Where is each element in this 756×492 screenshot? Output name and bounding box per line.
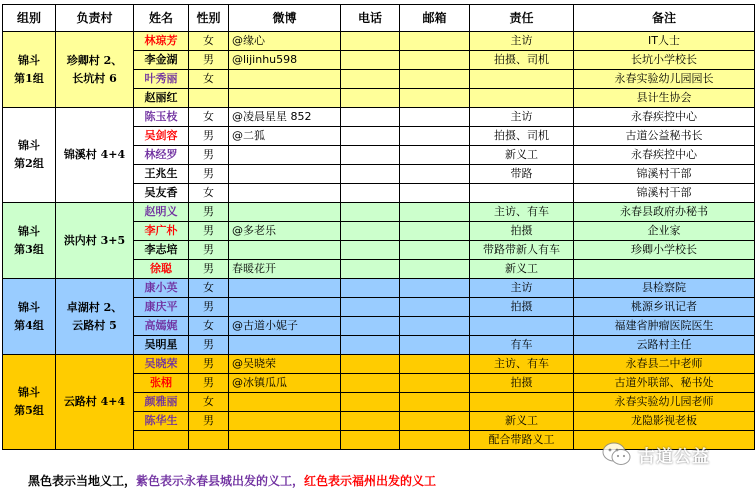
email-cell (400, 89, 470, 108)
name-cell: 高嫣娓 (134, 317, 189, 336)
name-cell: 吴剑容 (134, 127, 189, 146)
village-label: 洪内村 3+5 (56, 203, 134, 279)
weibo-cell (229, 146, 341, 165)
duty-cell (470, 184, 574, 203)
email-cell (400, 165, 470, 184)
name-cell: 叶秀丽 (134, 70, 189, 89)
phone-cell (341, 203, 400, 222)
duty-cell: 拍摄、司机 (470, 127, 574, 146)
village-label: 卓湖村 2、 云路村 5 (56, 279, 134, 355)
duty-cell (470, 89, 574, 108)
table-row (3, 108, 755, 127)
name-cell: 吴友香 (134, 184, 189, 203)
watermark-text: 古道公益 (638, 446, 710, 467)
gender-cell: 男 (189, 374, 229, 393)
email-cell (400, 241, 470, 260)
table-row (3, 355, 755, 374)
name-cell: 陈玉枝 (134, 108, 189, 127)
duty-cell: 主访、有车 (470, 203, 574, 222)
note-cell: 企业家 (574, 222, 755, 241)
gender-cell: 女 (189, 184, 229, 203)
header-row (3, 5, 755, 32)
email-cell (400, 336, 470, 355)
weibo-cell (229, 393, 341, 412)
phone-cell (341, 241, 400, 260)
gender-cell: 女 (189, 32, 229, 51)
gender-cell: 男 (189, 146, 229, 165)
note-cell: 长坑小学校长 (574, 51, 755, 70)
email-cell (400, 203, 470, 222)
note-cell: 古道外联部、秘书处 (574, 374, 755, 393)
email-cell (400, 279, 470, 298)
phone-cell (341, 165, 400, 184)
legend-purple: 紫色表示永春县城出发的义工， (136, 474, 305, 488)
phone-cell (341, 51, 400, 70)
duty-cell (470, 317, 574, 336)
weibo-cell: @多老乐 (229, 222, 341, 241)
color-legend (28, 472, 436, 489)
email-cell (400, 222, 470, 241)
col-header-phone: 电话 (341, 5, 400, 32)
email-cell (400, 431, 470, 450)
note-cell: 云路村主任 (574, 336, 755, 355)
duty-cell: 主访 (470, 108, 574, 127)
note-cell: 锦溪村干部 (574, 165, 755, 184)
weibo-cell: 春暖花开 (229, 260, 341, 279)
phone-cell (341, 146, 400, 165)
phone-cell (341, 32, 400, 51)
phone-cell (341, 431, 400, 450)
table-row (3, 203, 755, 222)
phone-cell (341, 127, 400, 146)
phone-cell (341, 89, 400, 108)
note-cell: 永春县政府办秘书 (574, 203, 755, 222)
gender-cell (189, 89, 229, 108)
name-cell: 王兆生 (134, 165, 189, 184)
name-cell: 张栩 (134, 374, 189, 393)
phone-cell (341, 336, 400, 355)
name-cell: 赵丽红 (134, 89, 189, 108)
email-cell (400, 317, 470, 336)
name-cell: 吴晓荣 (134, 355, 189, 374)
note-cell: 县计生协会 (574, 89, 755, 108)
gender-cell: 女 (189, 317, 229, 336)
name-cell: 徐聪 (134, 260, 189, 279)
duty-cell: 带路带新人有车 (470, 241, 574, 260)
roster-body (3, 32, 755, 450)
phone-cell (341, 260, 400, 279)
weibo-cell (229, 70, 341, 89)
name-cell: 林经罗 (134, 146, 189, 165)
duty-cell: 拍摄、司机 (470, 51, 574, 70)
phone-cell (341, 279, 400, 298)
duty-cell: 带路 (470, 165, 574, 184)
weibo-cell (229, 279, 341, 298)
watermark (602, 440, 752, 468)
weibo-cell: @lijinhu598 (229, 51, 341, 70)
col-header-village: 负责村 (56, 5, 134, 32)
duty-cell: 有车 (470, 336, 574, 355)
phone-cell (341, 374, 400, 393)
name-cell: 林琼芳 (134, 32, 189, 51)
duty-cell: 主访、有车 (470, 355, 574, 374)
table-row (3, 279, 755, 298)
email-cell (400, 70, 470, 89)
email-cell (400, 127, 470, 146)
gender-cell: 男 (189, 51, 229, 70)
phone-cell (341, 412, 400, 431)
email-cell (400, 184, 470, 203)
gender-cell: 女 (189, 279, 229, 298)
note-cell: 永春县二中老师 (574, 355, 755, 374)
village-label: 锦溪村 4+4 (56, 108, 134, 203)
note-cell: 锦溪村干部 (574, 184, 755, 203)
name-cell: 赵明义 (134, 203, 189, 222)
weibo-cell (229, 89, 341, 108)
duty-cell: 新义工 (470, 260, 574, 279)
duty-cell: 拍摄 (470, 298, 574, 317)
gender-cell: 女 (189, 393, 229, 412)
col-header-gender: 性别 (189, 5, 229, 32)
gender-cell: 女 (189, 108, 229, 127)
name-cell: 李志培 (134, 241, 189, 260)
gender-cell: 男 (189, 127, 229, 146)
col-header-note: 备注 (574, 5, 755, 32)
name-cell: 颜雅丽 (134, 393, 189, 412)
name-cell: 康小英 (134, 279, 189, 298)
wechat-logo-icon (602, 441, 632, 467)
duty-cell: 主访 (470, 32, 574, 51)
note-cell: 永春疾控中心 (574, 146, 755, 165)
note-cell: 桃源乡讯记者 (574, 298, 755, 317)
group-label: 锦斗 第4组 (3, 279, 56, 355)
weibo-cell (229, 165, 341, 184)
weibo-cell: @凌晨星星 852 (229, 108, 341, 127)
phone-cell (341, 393, 400, 412)
note-cell: 龙隐影视老板 (574, 412, 755, 431)
email-cell (400, 298, 470, 317)
gender-cell: 男 (189, 412, 229, 431)
email-cell (400, 374, 470, 393)
phone-cell (341, 222, 400, 241)
group-label: 锦斗 第5组 (3, 355, 56, 450)
gender-cell: 男 (189, 222, 229, 241)
weibo-cell: @缘心 (229, 32, 341, 51)
note-cell (574, 260, 755, 279)
email-cell (400, 51, 470, 70)
note-cell: IT人士 (574, 32, 755, 51)
name-cell (134, 431, 189, 450)
phone-cell (341, 317, 400, 336)
col-header-name: 姓名 (134, 5, 189, 32)
duty-cell (470, 70, 574, 89)
gender-cell: 男 (189, 165, 229, 184)
phone-cell (341, 184, 400, 203)
gender-cell: 男 (189, 298, 229, 317)
gender-cell: 男 (189, 336, 229, 355)
email-cell (400, 32, 470, 51)
weibo-cell (229, 298, 341, 317)
name-cell: 吴明星 (134, 336, 189, 355)
volunteer-roster-table (2, 4, 755, 450)
note-cell: 福建省肿瘤医院医生 (574, 317, 755, 336)
phone-cell (341, 355, 400, 374)
village-label: 珍卿村 2、 长坑村 6 (56, 32, 134, 108)
email-cell (400, 146, 470, 165)
note-cell: 永春实验幼儿园园长 (574, 70, 755, 89)
phone-cell (341, 108, 400, 127)
col-header-weibo: 微博 (229, 5, 341, 32)
gender-cell: 男 (189, 241, 229, 260)
name-cell: 康庆平 (134, 298, 189, 317)
group-label: 锦斗 第2组 (3, 108, 56, 203)
gender-cell: 女 (189, 70, 229, 89)
gender-cell: 男 (189, 355, 229, 374)
email-cell (400, 412, 470, 431)
weibo-cell: @冰镇瓜瓜 (229, 374, 341, 393)
email-cell (400, 355, 470, 374)
weibo-cell: @古道小妮子 (229, 317, 341, 336)
duty-cell (470, 393, 574, 412)
weibo-cell (229, 336, 341, 355)
gender-cell: 男 (189, 260, 229, 279)
duty-cell: 拍摄 (470, 374, 574, 393)
table-row (3, 32, 755, 51)
email-cell (400, 108, 470, 127)
group-label: 锦斗 第3组 (3, 203, 56, 279)
name-cell: 李广朴 (134, 222, 189, 241)
phone-cell (341, 298, 400, 317)
gender-cell (189, 431, 229, 450)
col-header-email: 邮箱 (400, 5, 470, 32)
note-cell: 古道公益秘书长 (574, 127, 755, 146)
email-cell (400, 260, 470, 279)
email-cell (400, 393, 470, 412)
col-header-group: 组别 (3, 5, 56, 32)
weibo-cell (229, 241, 341, 260)
note-cell: 县检察院 (574, 279, 755, 298)
weibo-cell: @二狐 (229, 127, 341, 146)
gender-cell: 男 (189, 203, 229, 222)
group-label: 锦斗 第1组 (3, 32, 56, 108)
legend-black: 黑色表示当地义工， (28, 474, 137, 488)
note-cell: 永春疾控中心 (574, 108, 755, 127)
village-label: 云路村 4+4 (56, 355, 134, 450)
weibo-cell (229, 203, 341, 222)
weibo-cell (229, 412, 341, 431)
note-cell: 珍卿小学校长 (574, 241, 755, 260)
weibo-cell: @吴晓荣 (229, 355, 341, 374)
col-header-duty: 责任 (470, 5, 574, 32)
weibo-cell (229, 184, 341, 203)
duty-cell: 新义工 (470, 412, 574, 431)
phone-cell (341, 70, 400, 89)
legend-red: 红色表示福州出发的义工 (304, 474, 437, 488)
duty-cell: 主访 (470, 279, 574, 298)
weibo-cell (229, 431, 341, 450)
duty-cell: 新义工 (470, 146, 574, 165)
note-cell: 永春实验幼儿园老师 (574, 393, 755, 412)
duty-cell: 配合带路义工 (470, 431, 574, 450)
duty-cell: 拍摄 (470, 222, 574, 241)
name-cell: 李金湖 (134, 51, 189, 70)
name-cell: 陈华生 (134, 412, 189, 431)
